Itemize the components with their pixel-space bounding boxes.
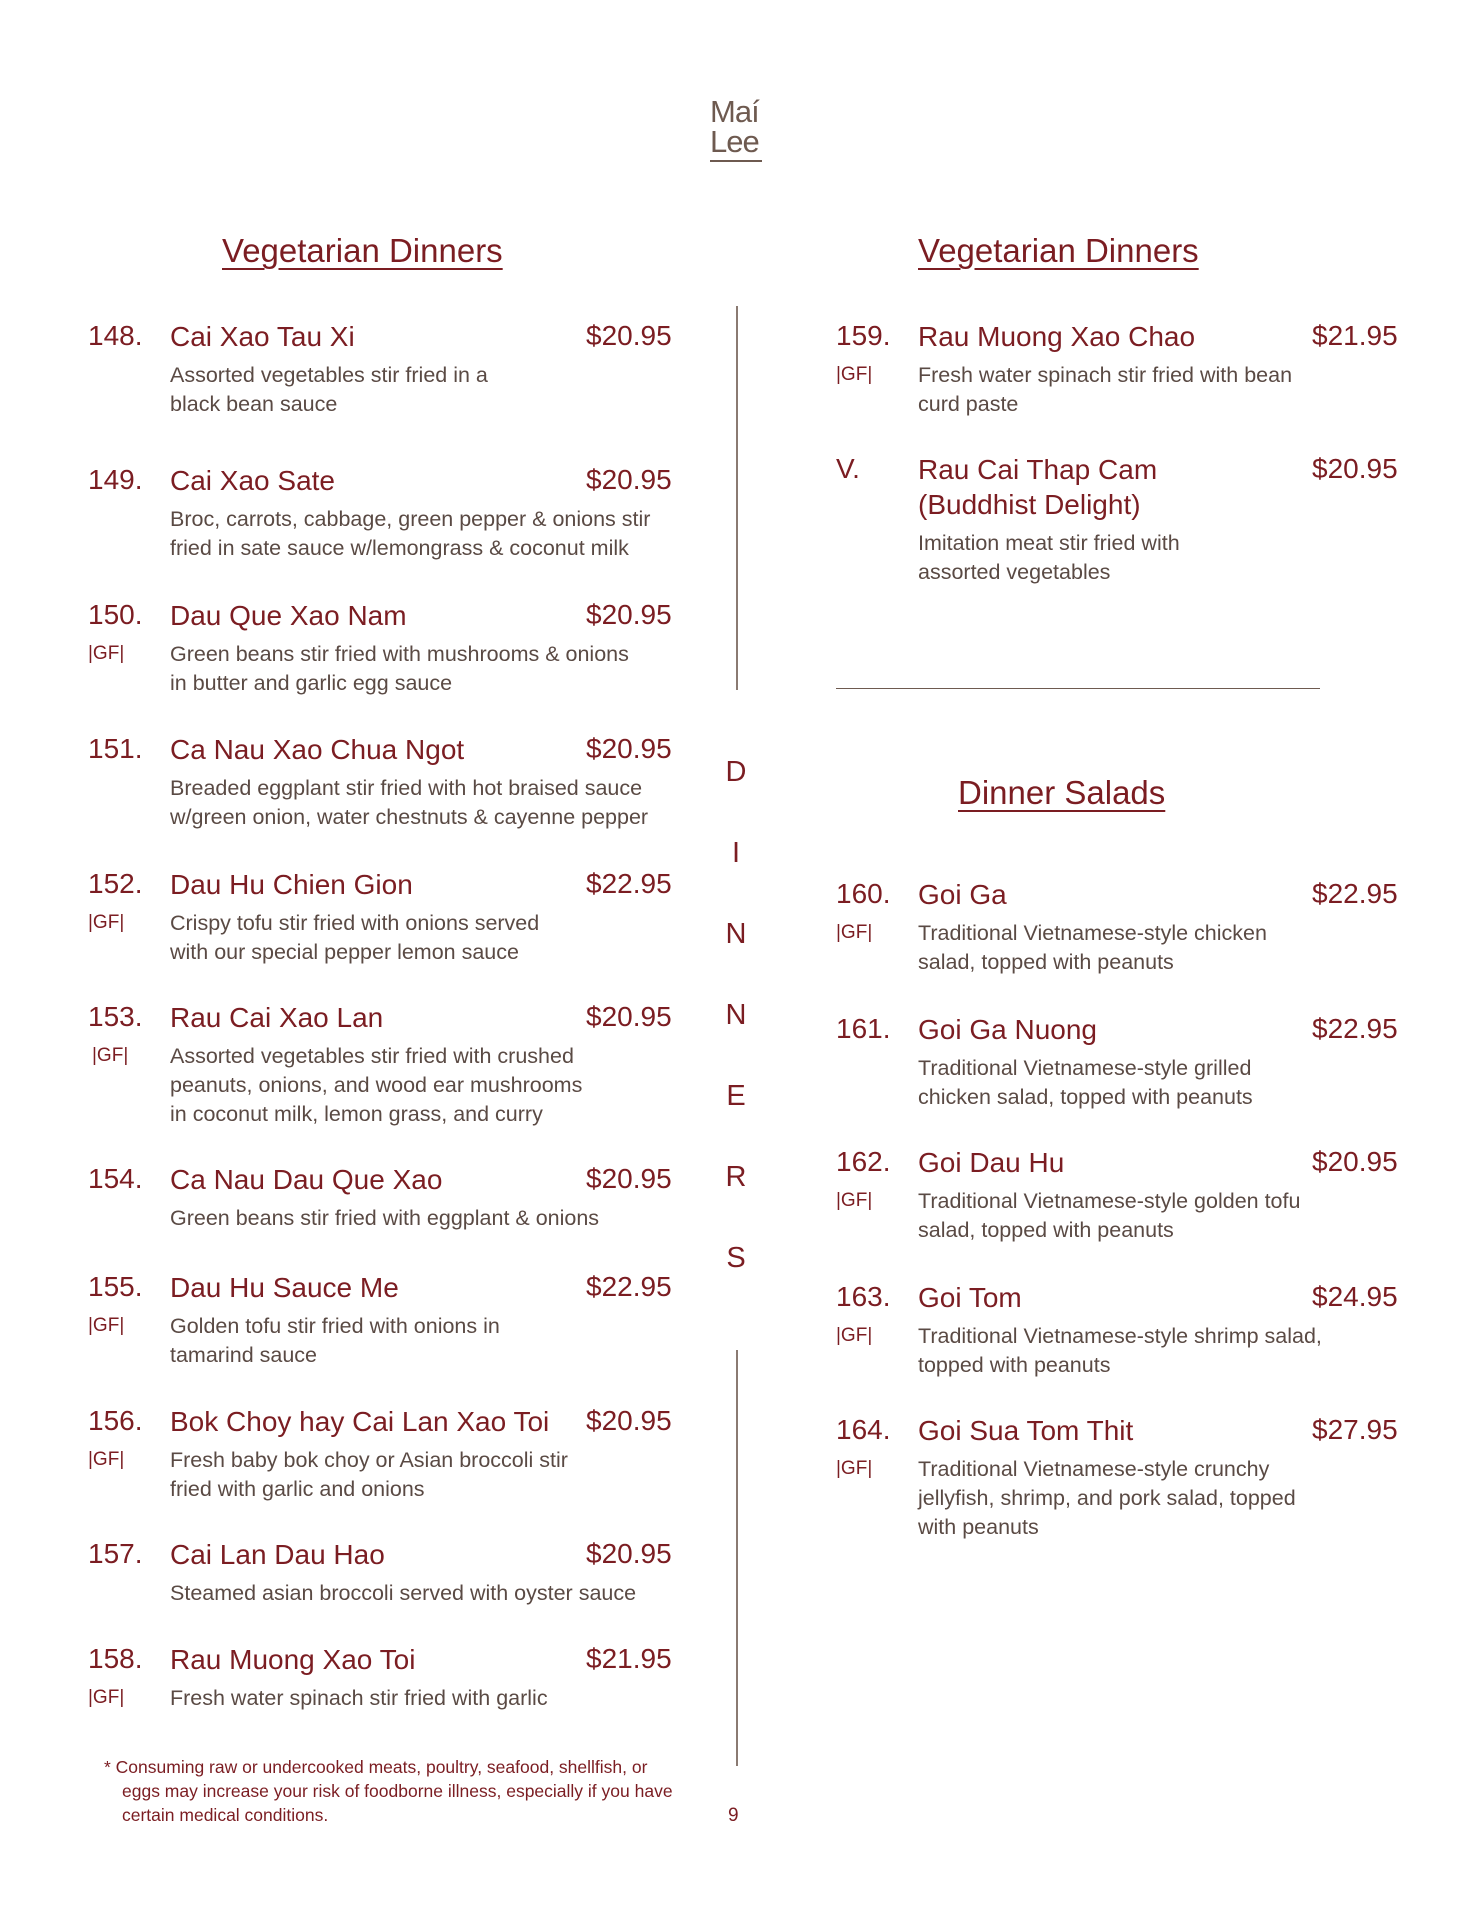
item-description: with peanuts [918,1515,1039,1539]
item-description: Fresh water spinach stir fried with bean [918,363,1293,387]
vertical-letter: R [725,1161,747,1193]
item-number: 164. [836,1414,891,1445]
item-description: topped with peanuts [918,1353,1111,1377]
item-description: Traditional Vietnamese-style crunchy [918,1457,1270,1481]
item-number: 156. [88,1405,143,1436]
item-description: jellyfish, shrimp, and pork salad, topped [918,1486,1296,1510]
item-name: Rau Cai Xao Lan [170,1002,384,1033]
item-name: Bok Choy hay Cai Lan Xao Toi [170,1406,550,1437]
item-description: with our special pepper lemon sauce [170,940,519,964]
item-description: tamarind sauce [170,1343,317,1367]
item-name: Ca Nau Dau Que Xao [170,1164,443,1195]
item-description: Fresh water spinach stir fried with garlic [170,1686,548,1710]
item-number: 160. [836,878,891,909]
item-number: 150. [88,599,143,630]
item-description: Imitation meat stir fried with [918,531,1180,555]
gluten-free-tag: |GF| [836,922,873,943]
item-description: fried in sate sauce w/lemongrass & coconut milk [170,536,629,560]
vertical-letter: E [726,1080,746,1112]
gluten-free-tag: |GF| [836,1190,873,1211]
item-description: Traditional Vietnamese-style golden tofu [918,1189,1301,1213]
item-description: in coconut milk, lemon grass, and curry [170,1102,543,1126]
gluten-free-tag: |GF| [88,912,125,933]
item-description: Traditional Vietnamese-style chicken [918,921,1267,945]
item-name: Cai Lan Dau Hao [170,1539,385,1570]
item-price: $20.95 [586,1538,672,1569]
item-name: Rau Muong Xao Chao [918,321,1196,352]
item-description: Assorted vegetables stir fried with crushed [170,1044,574,1068]
item-name: Dau Hu Chien Gion [170,869,413,900]
center-divider-bottom [736,1350,738,1766]
salads-section-title: Dinner Salads [958,774,1166,811]
item-number: V. [836,453,860,484]
item-price: $20.95 [586,464,672,495]
item-price: $20.95 [586,1163,672,1194]
item-name: Ca Nau Xao Chua Ngot [170,734,465,765]
page-number: 9 [728,1805,739,1826]
center-divider-top [736,306,738,690]
item-price: $22.95 [1312,878,1398,909]
item-description: fried with garlic and onions [170,1477,425,1501]
item-description: assorted vegetables [918,560,1111,584]
item-description: salad, topped with peanuts [918,1218,1174,1242]
vertical-letter: D [725,756,747,788]
item-description: Green beans stir fried with eggplant & onions [170,1206,600,1230]
item-price: $20.95 [586,320,672,351]
logo-underline [710,160,762,162]
gluten-free-tag: |GF| [836,1458,873,1479]
item-description: Traditional Vietnamese-style grilled [918,1056,1252,1080]
item-price: $20.95 [586,733,672,764]
item-number: 163. [836,1281,891,1312]
section-divider [836,688,1320,689]
item-price: $24.95 [1312,1281,1398,1312]
vertical-letter: S [726,1242,746,1274]
item-number: 161. [836,1013,891,1044]
item-price: $27.95 [1312,1414,1398,1445]
vertical-letter: N [725,999,747,1031]
item-price: $22.95 [586,868,672,899]
item-number: 158. [88,1643,143,1674]
item-description: in butter and garlic egg sauce [170,671,453,695]
vertical-dinners-label [716,752,756,1319]
item-number: 151. [88,733,143,764]
item-price: $22.95 [1312,1013,1398,1044]
item-description: black bean sauce [170,392,338,416]
item-description: Traditional Vietnamese-style shrimp salad, [918,1324,1322,1348]
item-description: chicken salad, topped with peanuts [918,1085,1253,1109]
item-number: 153. [88,1001,143,1032]
gluten-free-tag: |GF| [88,1687,125,1708]
item-name-subtitle: (Buddhist Delight) [918,489,1141,520]
item-name: Goi Sua Tom Thit [918,1415,1134,1446]
item-name: Goi Ga Nuong [918,1014,1097,1045]
item-name: Rau Muong Xao Toi [170,1644,416,1675]
gluten-free-tag: |GF| [836,364,873,385]
gluten-free-tag: |GF| [88,1449,125,1470]
gluten-free-tag: |GF| [88,643,125,664]
item-name: Goi Dau Hu [918,1147,1065,1178]
item-name: Cai Xao Sate [170,465,335,496]
gluten-free-tag: |GF| [92,1045,129,1066]
item-number: 155. [88,1271,143,1302]
item-number: 148. [88,320,143,351]
item-description: peanuts, onions, and wood ear mushrooms [170,1073,583,1097]
item-description: Assorted vegetables stir fried in a [170,363,488,387]
gluten-free-tag: |GF| [88,1315,125,1336]
item-price: $20.95 [1312,1146,1398,1177]
item-price: $21.95 [586,1643,672,1674]
item-number: 159. [836,320,891,351]
item-name: Dau Hu Sauce Me [170,1272,399,1303]
item-price: $20.95 [1312,453,1398,484]
item-name: Rau Cai Thap Cam [918,454,1158,485]
item-price: $20.95 [586,599,672,630]
item-name: Goi Tom [918,1282,1022,1313]
logo-line-2: Lee [710,124,759,159]
item-price: $21.95 [1312,320,1398,351]
vertical-letter: I [731,837,741,869]
item-number: 154. [88,1163,143,1194]
item-price: $20.95 [586,1001,672,1032]
item-description: salad, topped with peanuts [918,950,1174,974]
item-number: 152. [88,868,143,899]
footnote-line: * Consuming raw or undercooked meats, poultry, seafood, shellfish, or [104,1757,648,1777]
food-safety-footnote [104,1755,704,1827]
item-price: $20.95 [586,1405,672,1436]
item-number: 157. [88,1538,143,1569]
item-name: Goi Ga [918,879,1007,910]
item-description: Steamed asian broccoli served with oyster sauce [170,1581,637,1605]
item-description: Green beans stir fried with mushrooms & onions [170,642,629,666]
right-section-title: Vegetarian Dinners [918,232,1199,269]
item-price: $22.95 [586,1271,672,1302]
item-description: Broc, carrots, cabbage, green pepper & onions stir [170,507,651,531]
item-number: 162. [836,1146,891,1177]
vertical-letter: N [725,918,747,950]
item-name: Cai Xao Tau Xi [170,321,355,352]
gluten-free-tag: |GF| [836,1325,873,1346]
item-description: curd paste [918,392,1019,416]
left-section-title: Vegetarian Dinners [222,232,503,269]
footnote-line: certain medical conditions. [122,1805,329,1825]
item-description: w/green onion, water chestnuts & cayenne pepper [170,805,649,829]
item-description: Golden tofu stir fried with onions in [170,1314,500,1338]
item-description: Crispy tofu stir fried with onions served [170,911,540,935]
restaurant-logo [708,96,778,166]
item-description: Breaded eggplant stir fried with hot braised sauce [170,776,643,800]
item-number: 149. [88,464,143,495]
item-name: Dau Que Xao Nam [170,600,407,631]
logo-line-1: Maí [710,94,759,129]
footnote-line: eggs may increase your risk of foodborne illness, especially if you have [122,1781,673,1801]
item-description: Fresh baby bok choy or Asian broccoli stir [170,1448,568,1472]
